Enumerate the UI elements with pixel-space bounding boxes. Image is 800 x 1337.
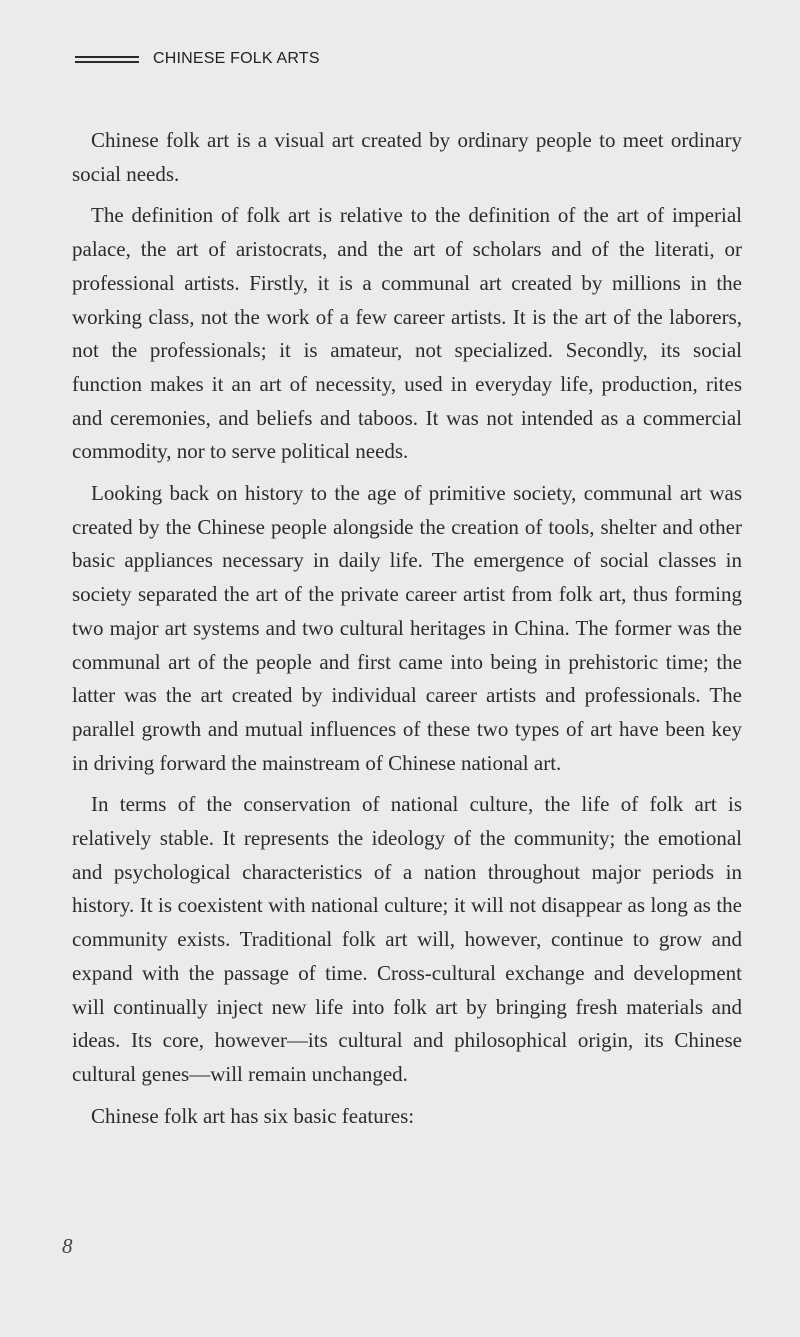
paragraph: Chinese folk art is a visual art created by ordinary people to meet ordinary social needs. [72,128,742,186]
paragraph: Chinese folk art has six basic features: [91,1103,415,1128]
paragraph: In terms of the conservation of national culture, the life of folk art is relatively stable. It represents the ideology of the community; the emotional and psychological characteristics of a nation throughout major periods in history. It is coexistent with national culture; it will not disappear as long as the community exists. Traditional folk art will, however, continue to grow and expand with the passage of time. Cross-cultural exchange and development will continually inject new life into folk art by bringing fresh materials and ideas. Its core, however—its cultural and philosophical origin, its Chinese cultural genes—will remain unchanged. [72,792,742,1086]
body-text [72,124,742,1133]
running-header [75,50,320,68]
header-title: CHINESE FOLK ARTS [153,50,320,67]
page-number: 8 [62,1234,73,1258]
header-rule [75,56,139,63]
paragraph: The definition of folk art is relative to the definition of the art of imperial palace, the art of aristocrats, and the art of scholars and of the literati, or professional artists. Firstly, it is a communal art created by millions in the working class, not the work of a few career artists. It is the art of the laborers, not the professionals; it is amateur, not specialized. Secondly, its social function makes it an art of necessity, used in everyday life, production, rites and ceremonies, and beliefs and taboos. It was not intended as a commercial commodity, nor to serve political needs. [72,203,742,464]
paragraph: Looking back on history to the age of primitive society, communal art was created by the Chinese people alongside the creation of tools, shelter and other basic appliances necessary in daily life. The emergence of social classes in society separated the art of the private career artist from folk art, thus forming two major art systems and two cultural heritages in China. The former was the communal art of the people and first came into being in prehistoric time; the latter was the art created by individual career artists and professionals. The parallel growth and mutual influences of these two types of art have been key in driving forward the mainstream of Chinese national art. [72,481,742,775]
